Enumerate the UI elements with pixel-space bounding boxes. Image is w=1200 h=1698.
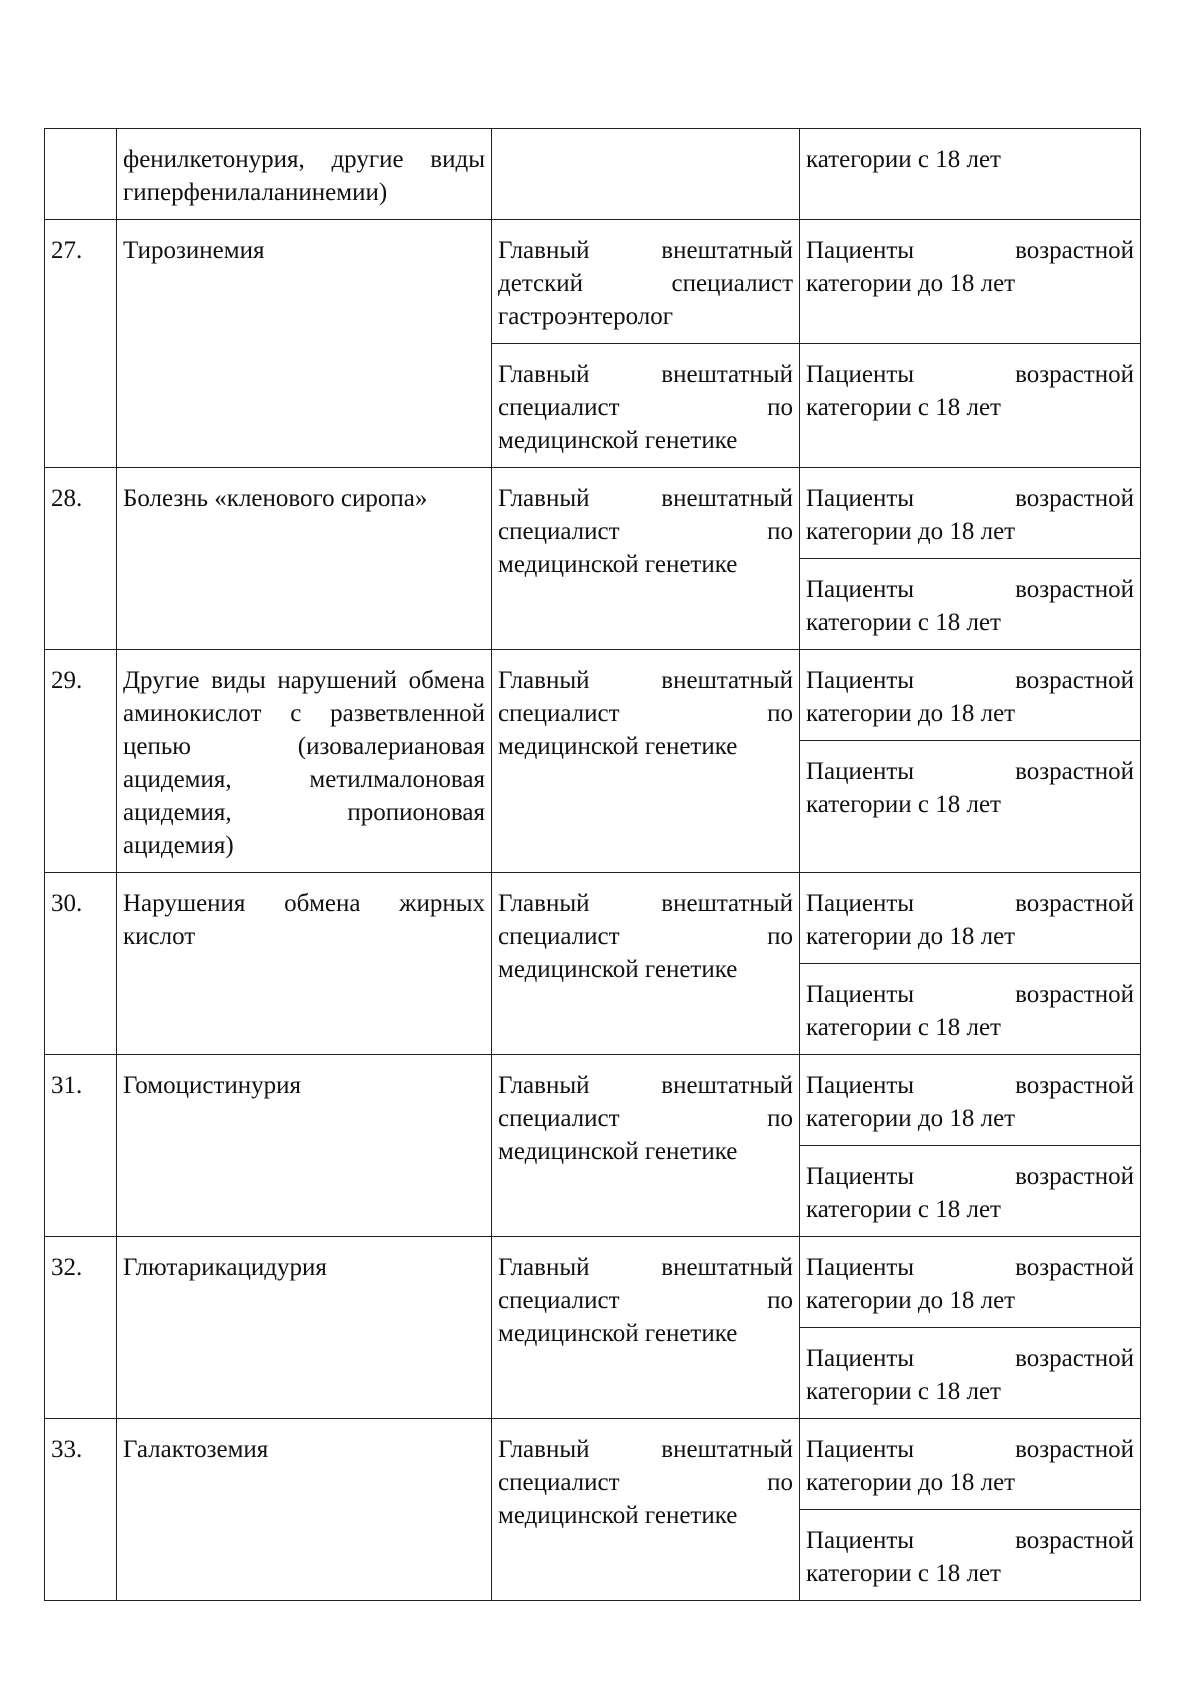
table-row — [45, 873, 1141, 1055]
specialist: Главный внештатный специалист по медицинской генетике — [498, 485, 793, 578]
specialist: Главный внештатный специалист по медицинской генетике — [498, 1254, 793, 1347]
disease-name: Другие виды нарушений обмена аминокислот с разветвленной цепью (изовалериановая ацидемия, метилмалоновая ацидемия, пропионовая ацидемия) — [123, 667, 485, 859]
patient-category: Пациенты возрастной категории до 18 лет — [806, 237, 1134, 297]
patient-category: Пациенты возрастной категории с 18 лет — [806, 758, 1134, 818]
specialist-cell — [492, 873, 800, 1055]
row-number: 28. — [51, 485, 83, 512]
row-number-cell — [45, 1237, 117, 1419]
table-row — [45, 1055, 1141, 1237]
patient-category-cell — [800, 220, 1141, 344]
row-number: 29. — [51, 667, 83, 694]
specialist: Главный внештатный специалист по медицинской генетике — [498, 1436, 793, 1529]
specialist: Главный внештатный специалист по медицинской генетике — [498, 667, 793, 760]
category-list — [800, 873, 1140, 1054]
patient-category: Пациенты возрастной категории с 18 лет — [806, 576, 1134, 636]
category-list — [800, 468, 1140, 649]
row-number: 30. — [51, 890, 83, 917]
patient-category: Пациенты возрастной категории до 18 лет — [806, 667, 1134, 727]
row-number-cell — [45, 873, 117, 1055]
disease-name: Галактоземия — [123, 1436, 269, 1463]
table-body — [45, 129, 1141, 1601]
specialist-cell — [492, 1237, 800, 1419]
disease-name: Нарушения обмена жирных кислот — [123, 890, 485, 950]
table-row — [45, 468, 1141, 650]
specialist-cell — [492, 1419, 800, 1601]
specialist: Главный внештатный детский специалист гастроэнтеролог — [498, 237, 793, 330]
patient-category: Пациенты возрастной категории до 18 лет — [806, 1436, 1134, 1496]
patient-category-cell — [800, 129, 1141, 220]
specialists-table — [44, 128, 1141, 1601]
category-list — [800, 1055, 1140, 1236]
row-number — [45, 129, 116, 153]
category-list — [800, 650, 1140, 831]
row-number: 27. — [51, 237, 83, 264]
disease-name-cell — [117, 1237, 492, 1419]
disease-name: Болезнь «кленового сиропа» — [123, 485, 428, 512]
category-list — [800, 1419, 1140, 1600]
specialist: Главный внештатный специалист по медицинской генетике — [498, 361, 793, 454]
table-row — [45, 1419, 1141, 1601]
disease-name-cell — [117, 1055, 492, 1237]
patient-category-cell — [800, 344, 1141, 468]
specialist — [492, 129, 799, 153]
row-number: 32. — [51, 1254, 83, 1281]
disease-name: Гомоцистинурия — [123, 1072, 302, 1099]
disease-name-cell — [117, 873, 492, 1055]
category-cell — [800, 650, 1141, 873]
row-number-cell — [45, 220, 117, 468]
disease-name-cell — [117, 129, 492, 220]
patient-category: Пациенты возрастной категории с 18 лет — [806, 1527, 1134, 1587]
specialist-cell — [492, 650, 800, 873]
disease-name: Тирозинемия — [123, 237, 265, 264]
disease-name-cell — [117, 220, 492, 468]
row-number-cell — [45, 129, 117, 220]
row-number-cell — [45, 1419, 117, 1601]
disease-name: фенилкетонурия, другие виды гиперфенилаланинемии) — [123, 146, 485, 206]
specialist-cell — [492, 344, 800, 468]
specialist: Главный внештатный специалист по медицинской генетике — [498, 1072, 793, 1165]
row-number: 31. — [51, 1072, 83, 1099]
category-cell — [800, 873, 1141, 1055]
patient-category: Пациенты возрастной категории до 18 лет — [806, 485, 1134, 545]
row-number-cell — [45, 468, 117, 650]
row-number-cell — [45, 650, 117, 873]
specialist-cell — [492, 1055, 800, 1237]
category-cell — [800, 1237, 1141, 1419]
table-row — [45, 1237, 1141, 1419]
specialist-cell — [492, 468, 800, 650]
patient-category: Пациенты возрастной категории с 18 лет — [806, 1163, 1134, 1223]
patient-category: Пациенты возрастной категории до 18 лет — [806, 1254, 1134, 1314]
disease-name-cell — [117, 468, 492, 650]
patient-category: Пациенты возрастной категории с 18 лет — [806, 1345, 1134, 1405]
table-row — [45, 220, 1141, 344]
row-number: 33. — [51, 1436, 83, 1463]
patient-category: Пациенты возрастной категории до 18 лет — [806, 890, 1134, 950]
specialist-cell — [492, 220, 800, 344]
category-cell — [800, 468, 1141, 650]
row-number-cell — [45, 1055, 117, 1237]
category-list — [800, 1237, 1140, 1418]
specialist-cell — [492, 129, 800, 220]
disease-name-cell — [117, 1419, 492, 1601]
category-cell — [800, 1055, 1141, 1237]
disease-name-cell — [117, 650, 492, 873]
patient-category: категории с 18 лет — [806, 146, 1001, 173]
table-row — [45, 650, 1141, 873]
table-row — [45, 129, 1141, 220]
disease-name: Глютарикацидурия — [123, 1254, 327, 1281]
patient-category: Пациенты возрастной категории до 18 лет — [806, 1072, 1134, 1132]
category-cell — [800, 1419, 1141, 1601]
specialist: Главный внештатный специалист по медицинской генетике — [498, 890, 793, 983]
patient-category: Пациенты возрастной категории с 18 лет — [806, 361, 1134, 421]
patient-category: Пациенты возрастной категории с 18 лет — [806, 981, 1134, 1041]
